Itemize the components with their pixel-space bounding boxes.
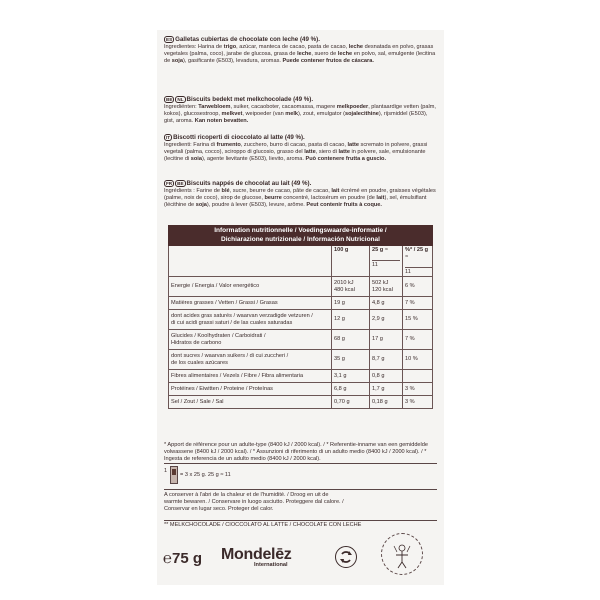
lang-code-it: IT	[166, 135, 171, 140]
nutrient-label: Matières grasses / Vetten / Grassi / Grasas	[169, 297, 332, 309]
nutrition-table-header	[168, 225, 433, 246]
it-section	[164, 134, 437, 164]
allergen-text: Può contenere frutta a guscio.	[305, 156, 387, 163]
allergen-text: soja	[171, 58, 183, 65]
value-percent-ri: 3 %	[405, 385, 415, 392]
portion-text: = 3 x 25 g. 25 g ≈ 11	[180, 472, 231, 478]
value-percent-ri: 10 %	[405, 356, 418, 363]
value-percent-ri: 15 %	[405, 316, 418, 323]
allergen-text: leche	[337, 51, 353, 58]
allergen-text: leche	[297, 51, 312, 58]
fr-title-line	[164, 180, 437, 188]
fr-section	[164, 180, 437, 210]
allergen-text: soja	[195, 202, 207, 209]
value-per-100g: 19 g	[332, 297, 370, 309]
ingredient-text: concentré, lactosérum en poudre (de	[281, 195, 377, 202]
it-ingredients	[164, 142, 437, 164]
fr-ingredients	[164, 188, 437, 210]
allergen-text: melkpoeder	[336, 104, 369, 110]
value-percent-ri: 3 %	[405, 398, 415, 405]
nl-title: Biscuits bedekt met melkchocolade (49 %).	[186, 96, 314, 103]
allergen-text: trigo	[223, 44, 237, 50]
column-header-portion: 25 g ≈ 11	[370, 246, 403, 276]
divider-line-2	[164, 489, 437, 490]
mondelez-logo-subtext: International	[254, 562, 288, 568]
allergen-text: blé	[221, 188, 230, 194]
mondelez-logo	[221, 546, 292, 568]
ingredient-text: en polvo, sal, emulgente (lecitina de	[164, 51, 436, 65]
value-per-portion: 17 g	[370, 330, 403, 349]
value-per-portion: 4,8 g	[370, 297, 403, 309]
value-per-portion: 8,7 g	[370, 350, 403, 369]
biscuit-pack-icon	[170, 466, 178, 484]
value-percent-ri: 7 %	[405, 299, 415, 306]
ingredient-text: ), rijsmiddel (E503), gist, aroma.	[164, 111, 428, 125]
ingredient-text: Ingrédients : Farine de	[164, 188, 222, 194]
ingredient-text: ), agente lievitante (E503), lievito, aroma.	[201, 156, 306, 163]
value-per-portion: 502 kJ 120 kcal	[370, 277, 403, 296]
ingredient-text: , zucchero, burro di cacao, pasta di cacao,	[240, 142, 348, 148]
nutrition-row	[168, 396, 433, 409]
ingredient-text: Ingrediënten:	[164, 104, 199, 110]
nl-ingredients	[164, 104, 437, 126]
ingredient-text: , suero de	[311, 51, 338, 58]
column-header-percent: %* / 25 g ≈ 11	[403, 246, 434, 276]
nutrient-label: Protéines / Eiwitten / Proteine / Proteínas	[169, 383, 332, 395]
divider-line	[164, 463, 437, 464]
value-per-100g: 12 g	[332, 310, 370, 329]
nutrition-row	[168, 277, 433, 297]
allergen-text: frumento	[216, 142, 241, 148]
it-title-line	[164, 134, 437, 142]
ingredient-text: scremato in polvere, grassi vegetali (palma, cocco), sciroppo di glucosio, grasso del	[164, 142, 428, 156]
allergen-text: sojalecithine	[345, 111, 379, 118]
ingredient-text: desnatada en polvo, grasas vegetales (palma, coco), jarabe de glucosa, grasa de	[164, 44, 434, 58]
allergen-text: latte	[347, 142, 359, 148]
nutrition-row	[168, 330, 433, 350]
nutrition-header-line1: Information nutritionnelle / Voedingswaarde-informatie /	[214, 227, 387, 234]
column-header-100g: 100 g	[332, 246, 370, 276]
value-per-100g: 0,70 g	[332, 396, 370, 408]
value-per-100g: 68 g	[332, 330, 370, 349]
fr-title: Biscuits nappés de chocolat au lait (49 %).	[186, 180, 312, 187]
nutrition-row	[168, 383, 433, 396]
allergen-text: latte	[338, 149, 350, 156]
nutrient-label: Energie / Energia / Valor energético	[169, 277, 332, 296]
lang-code-be2: BE	[177, 181, 184, 186]
divider-line-3	[164, 520, 437, 521]
es-title-line	[164, 36, 437, 44]
value-percent-ri	[403, 370, 434, 382]
lang-code-be: BE	[166, 97, 173, 102]
nutrient-label: Fibres alimentaires / Vezels / Fibre / Fibra alimentaria	[169, 370, 332, 382]
nl-title-line	[164, 96, 437, 104]
lang-code-nl: NL	[177, 97, 184, 102]
ingredient-text: , sucre, beurre de cacao, pâte de cacao,	[229, 188, 332, 194]
mondelez-logo-text: Mondelēz	[221, 546, 292, 563]
ingredient-text: écrémé en poudre, graisses végétales (palme, noix de coco), sirop de glucose,	[164, 188, 436, 202]
nutrition-row	[168, 370, 433, 383]
nutrition-row	[168, 310, 433, 330]
ingredient-text: ), poudre à lever (E503), levure, arôme.	[206, 202, 307, 209]
ingredient-text: ), gasificante (E503), levadura, aromas.	[182, 58, 283, 65]
allergen-text: leche	[348, 44, 364, 50]
value-per-100g: 6,8 g	[332, 383, 370, 395]
value-per-100g: 2010 kJ 480 kcal	[332, 277, 370, 296]
nutrition-rows	[168, 277, 433, 409]
allergen-text: Kan noten bevatten.	[194, 118, 249, 125]
nutrition-header-line2: Dichiarazione nutrizionale / Información Nutricional	[221, 235, 380, 243]
nutrient-label: Glucides / Koolhydraten / Carboidrati / Hidratos de carbono	[169, 330, 332, 349]
nutrition-row	[168, 350, 433, 370]
column-header-empty	[169, 246, 332, 276]
es-ingredients	[164, 44, 437, 66]
ingredient-text: , azúcar, manteca de cacao, pasta de cacao,	[236, 44, 349, 50]
guarantee-seal	[381, 533, 423, 575]
nl-section	[164, 96, 437, 126]
nutrient-label: Sel / Zout / Sale / Sal	[169, 396, 332, 408]
ingredient-text: ), sel, émulsifiant (lécithine de	[164, 195, 427, 209]
portion-count: 1	[164, 468, 168, 474]
allergen-text: latte	[304, 149, 316, 156]
ingredient-text: Ingredienti: Farina di	[164, 142, 217, 148]
ingredient-text: Ingredientes: Harina de	[164, 44, 224, 50]
allergen-text: lait	[331, 188, 340, 194]
nutrition-column-headers	[168, 246, 433, 277]
ingredient-text: , plantaardige vetten (palm, kokos), glucosestroop,	[164, 104, 436, 118]
portion-info	[164, 466, 437, 488]
ingredient-text: , siero di	[315, 149, 339, 156]
it-title: Biscotti ricoperti di cioccolato al latte (49 %).	[173, 134, 305, 141]
recycle-icon	[335, 546, 357, 568]
es-section	[164, 36, 437, 66]
allergen-text: Peut contenir fruits à coque.	[306, 202, 382, 209]
storage-instructions: A conserver à l'abri de la chaleur et de l'humidité. / Droog en uit de warmte bewaren. / Conservare in luogo asciutto. Proteggere dal calore. / Conservar en lugar seco. Proteger del calor.	[164, 492, 344, 512]
net-weight: ℮75 g	[163, 550, 203, 567]
value-per-portion: 0,8 g	[370, 370, 403, 382]
nutrient-label: dont sucres / waarvan suikers / di cui zuccheri / de los cuales azúcares	[169, 350, 332, 369]
value-percent-ri: 7 %	[405, 336, 415, 343]
allergen-text: Tarwebloem	[198, 104, 231, 110]
reference-intake-footnote: * Apport de référence pour un adulte-type (8400 kJ / 2000 kcal). / * Referentie-inname van een gemiddelde volwassene (8400 kJ / 2000 kcal). / * Assunzioni di riferimento di un adulto medio (8400 kJ / 2000 kcal). / * Ingesta de referencia de un adulto medio (8400 kJ / 2000 kcal).	[164, 442, 429, 462]
nutrition-table	[168, 225, 433, 409]
value-per-100g: 3,1 g	[332, 370, 370, 382]
allergen-text: Puede contener frutos de cáscara.	[282, 58, 374, 65]
value-per-100g: 35 g	[332, 350, 370, 369]
value-per-portion: 0,18 g	[370, 396, 403, 408]
ingredient-text: , weipoeder (van	[242, 111, 286, 118]
brand-row	[163, 530, 441, 582]
nutrient-label: dont acides gras saturés / waarvan verzadigde vetzuren / di cui acidi grassi saturi / de las cuales saturadas	[169, 310, 332, 329]
allergen-text: lait	[376, 195, 385, 202]
lang-code-es: ES	[166, 37, 173, 42]
allergen-text: soia	[190, 156, 202, 163]
value-per-portion: 2,9 g	[370, 310, 403, 329]
lang-code-fr: FR	[166, 181, 173, 186]
ingredient-text: in polvere, sale, emulsionante (lecitine di	[164, 149, 426, 163]
nutrition-row	[168, 297, 433, 310]
value-per-portion: 1,7 g	[370, 383, 403, 395]
package-back-panel	[157, 30, 444, 585]
allergen-text: melkvet	[221, 111, 243, 118]
ingredient-text: ), zout, emulgator (	[298, 111, 345, 118]
allergen-text: beurre	[264, 195, 282, 202]
ingredient-text: , suiker, cacaoboter, cacaomassa, magere	[230, 104, 337, 110]
value-percent-ri: 6 %	[405, 283, 415, 290]
es-title: Galletas cubiertas de chocolate con leche (49 %).	[175, 36, 320, 43]
milk-chocolate-note: ** MELKCHOCOLADE / CIOCCOLATO AL LATTE / CHOCOLATE CON LECHE	[164, 522, 362, 528]
allergen-text: melk	[285, 111, 299, 118]
